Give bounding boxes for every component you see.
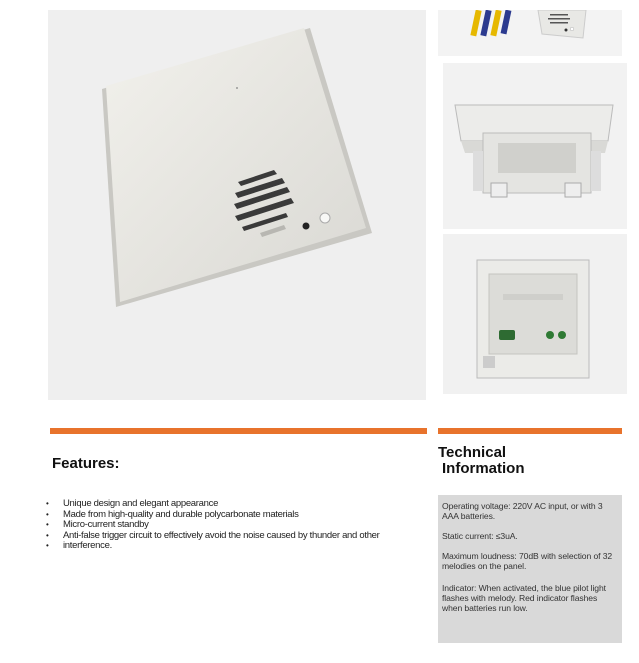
technical-info-heading [438, 445, 525, 477]
spec-max-loudness: Maximum loudness: 70dB with selection of 32 melodies on the panel. [442, 551, 613, 571]
feature-item: • Unique design and elegant appearance [46, 499, 380, 510]
feature-item: • Anti-false trigger circuit to effectively avoid the noise caused by thunder and other [46, 531, 380, 542]
spec-operating-voltage: Operating voltage: 220V AC input, or with 3 AAA batteries. [442, 501, 603, 521]
orange-divider-left [50, 428, 427, 434]
doorbell-back-open-thumbnail [443, 63, 627, 229]
feature-item: • Micro-current standby [46, 520, 380, 531]
batteries-thumbnail [438, 10, 622, 56]
features-list [46, 499, 380, 552]
technical-heading-line1: Technical [438, 444, 507, 461]
feature-item: • Made from high-quality and durable polycarbonate materials [46, 510, 380, 521]
orange-divider-right [438, 428, 622, 434]
doorbell-back-plate-thumbnail [443, 234, 627, 394]
technical-heading-line2: Information [442, 460, 525, 477]
feature-item: • interference. [46, 541, 380, 552]
features-heading: Features: [52, 455, 120, 472]
doorbell-product-photo [48, 10, 426, 400]
spec-static-current: Static current: ≤3uA. [442, 531, 518, 541]
technical-info-box [438, 495, 622, 643]
spec-indicator: Indicator: When activated, the blue pilot light flashes with melody. Red indicator flashes when batteries run low. [442, 583, 606, 613]
